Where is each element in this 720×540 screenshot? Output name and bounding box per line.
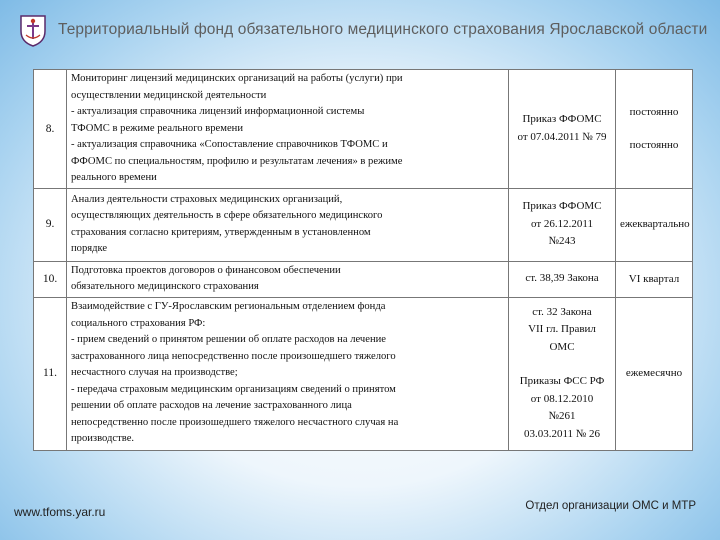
header [18, 12, 708, 48]
text-line: осуществляющих деятельность в сфере обязательного медицинского [71, 210, 383, 221]
basis-line: 03.03.2011 № 26 [523, 427, 601, 440]
table-row [34, 188, 693, 261]
text-line: решении об оплате расходов на лечение застрахованного лица [71, 400, 352, 412]
basis-line: ст. 32 Закона [532, 305, 592, 318]
basis-line: ст. 38,39 Закона [525, 272, 599, 285]
basis-line: №243 [548, 235, 576, 248]
row-basis [509, 70, 616, 189]
text-line: Анализ деятельности страховых медицинских организаций, [71, 193, 343, 205]
text-line: реального времени [71, 172, 157, 183]
term-line: ежеквартально [620, 218, 690, 231]
text-line: Мониторинг лицензий медицинских организаций на работы (услуги) при [71, 73, 403, 84]
text-line: несчастного случая на производстве; [71, 367, 238, 379]
text-line: порядке [71, 243, 108, 254]
basis-line: от 26.12.2011 [530, 217, 593, 230]
row-number: 10. [34, 261, 67, 297]
row-basis [509, 188, 616, 261]
text-line: Подготовка проектов договоров о финансовом обеспечении [71, 264, 341, 276]
table-row [34, 261, 693, 297]
basis-line: ОМС [549, 340, 575, 353]
term-line: ежемесячно [625, 367, 683, 380]
tfoms-logo-icon [18, 13, 48, 47]
term-line: VI квартал [628, 272, 680, 285]
row-basis [509, 261, 616, 297]
row-number: 8. [34, 70, 67, 189]
term-line: постоянно [629, 138, 679, 151]
basis-line: Приказы ФСС РФ [519, 375, 605, 388]
row-term [616, 188, 693, 261]
text-line: застрахованного лица непосредственно после произошедшего тяжелого [71, 350, 396, 362]
department-label: Отдел организации ОМС и МТР [525, 500, 696, 512]
basis-line: Приказ ФФОМС [522, 113, 602, 126]
row-basis [509, 297, 616, 450]
row-term [616, 261, 693, 297]
row-description [67, 70, 509, 189]
text-line: осуществлении медицинской деятельности [71, 89, 267, 101]
website-link[interactable]: www.tfoms.yar.ru [14, 505, 106, 519]
row-number: 11. [34, 297, 67, 450]
text-line: обязательного медицинского страхования [71, 281, 259, 292]
basis-line: №261 [548, 410, 576, 423]
row-description [67, 188, 509, 261]
text-line: непосредственно после произошедшего тяжелого несчастного случая на [71, 416, 399, 428]
text-line: страхования согласно критериям, утвержденным в установленном [71, 226, 371, 238]
text-line: ТФОМС в режиме реального времени [71, 122, 243, 134]
text-line: - передача страховым медицинским организациям сведений о принятом [71, 383, 396, 395]
text-line: производстве. [71, 433, 135, 445]
text-line: социального страхования РФ: [71, 317, 206, 329]
row-description [67, 261, 509, 297]
basis-line: VII гл. Правил [528, 323, 596, 336]
row-term [616, 70, 693, 189]
text-line: - прием сведений о принятом решении об оплате расходов на лечение [71, 334, 386, 346]
plan-table [33, 69, 693, 451]
text-line: - актуализация справочника лицензий информационной системы [71, 106, 365, 117]
text-line: Взаимодействие с ГУ-Ярославским региональным отделением фонда [71, 301, 386, 313]
row-description [67, 297, 509, 450]
page-title: Территориальный фонд обязательного медицинского страхования Ярославской области [58, 21, 708, 38]
text-line: - актуализация справочника «Сопоставление справочников ТФОМС и [71, 139, 388, 150]
basis-line [513, 356, 611, 373]
basis-line: от 07.04.2011 № 79 [517, 130, 607, 143]
row-term [616, 297, 693, 450]
basis-line: от 08.12.2010 [530, 392, 594, 405]
table-row [34, 297, 693, 450]
basis-line: Приказ ФФОМС [522, 200, 602, 213]
term-line: постоянно [629, 106, 679, 119]
text-line: ФФОМС по специальностям, профилю и результатам лечения» в режиме [71, 155, 403, 167]
table-row [34, 70, 693, 189]
row-number: 9. [34, 188, 67, 261]
